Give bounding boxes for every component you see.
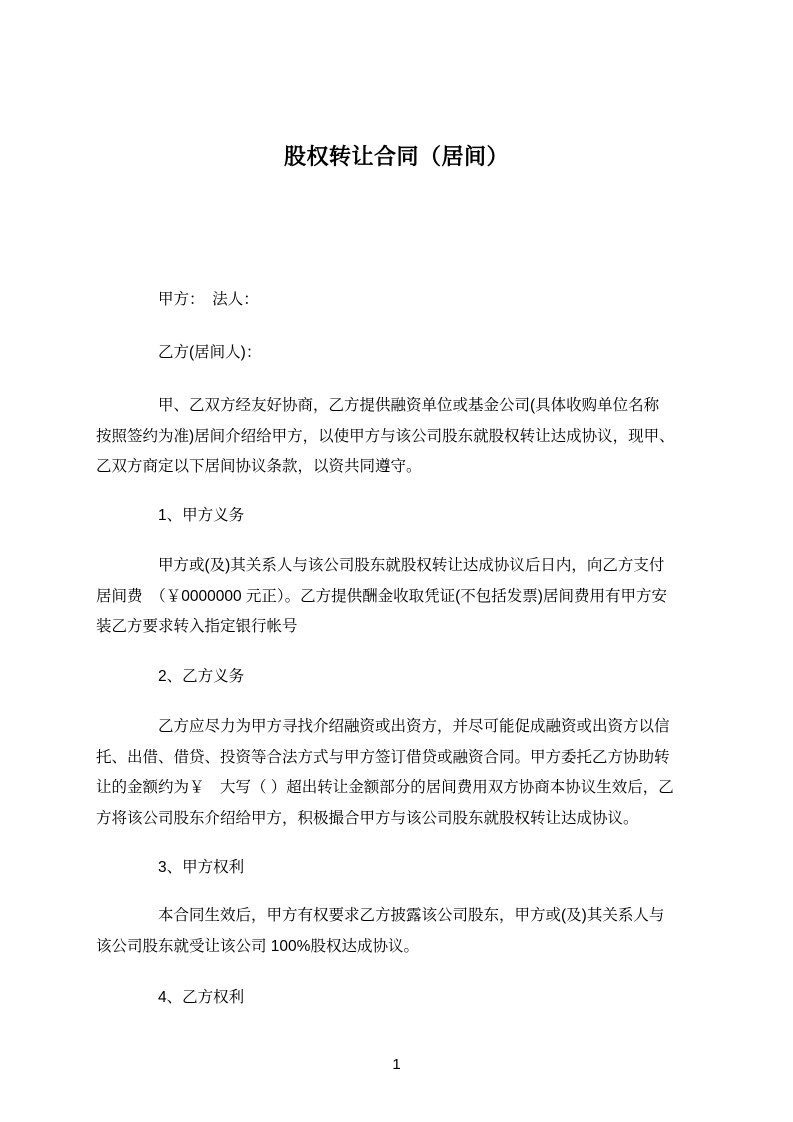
intro-paragraph-line: 甲、乙双方经友好协商，乙方提供融资单位或基金公司(具体收购单位名称: [158, 397, 660, 414]
section-2-line: 让的金额约为￥ 大写（ ）超出转让金额部分的居间费用双方协商本协议生效后，乙: [96, 779, 674, 796]
section-3-heading: 3、甲方权利: [158, 859, 245, 876]
intro-paragraph-line: 按照签约为准)居间介绍给甲方，以使甲方与该公司股东就股权转让达成协议，现甲、: [96, 428, 675, 445]
section-2-heading: 2、乙方义务: [158, 668, 245, 685]
section-1-line: 居间费 （￥0000000 元正）。乙方提供酬金收取凭证(不包括发票)居间费用有甲方安: [96, 588, 667, 605]
document-title: 股权转让合同（居间）: [283, 144, 509, 169]
intro-paragraph-line: 乙双方商定以下居间协议条款，以资共同遵守。: [96, 458, 422, 475]
section-1-line: 甲方或(及)其关系人与该公司股东就股权转让达成协议后日内，向乙方支付: [158, 557, 665, 574]
section-3-line: 该公司股东就受让该公司 100%股权达成协议。: [96, 938, 419, 955]
section-4-heading: 4、乙方权利: [158, 989, 245, 1006]
section-3-line: 本合同生效后，甲方有权要求乙方披露该公司股东，甲方或(及)其关系人与: [158, 907, 665, 924]
section-2-line: 托、出借、借贷、投资等合法方式与甲方签订借贷或融资合同。甲方委托乙方协助转: [96, 749, 670, 766]
section-2-line: 方将该公司股东介绍给甲方，积极撮合甲方与该公司股东就股权转让达成协议。: [96, 810, 639, 827]
party-a-line: 甲方： 法人：: [158, 291, 259, 308]
section-1-heading: 1、甲方义务: [158, 507, 245, 524]
page-number: 1: [392, 1056, 401, 1073]
section-2-line: 乙方应尽力为甲方寻找介绍融资或出资方，并尽可能促成融资或出资方以信: [158, 718, 670, 735]
section-1-line: 装乙方要求转入指定银行帐号: [96, 618, 298, 635]
party-b-line: 乙方(居间人)：: [158, 344, 262, 361]
